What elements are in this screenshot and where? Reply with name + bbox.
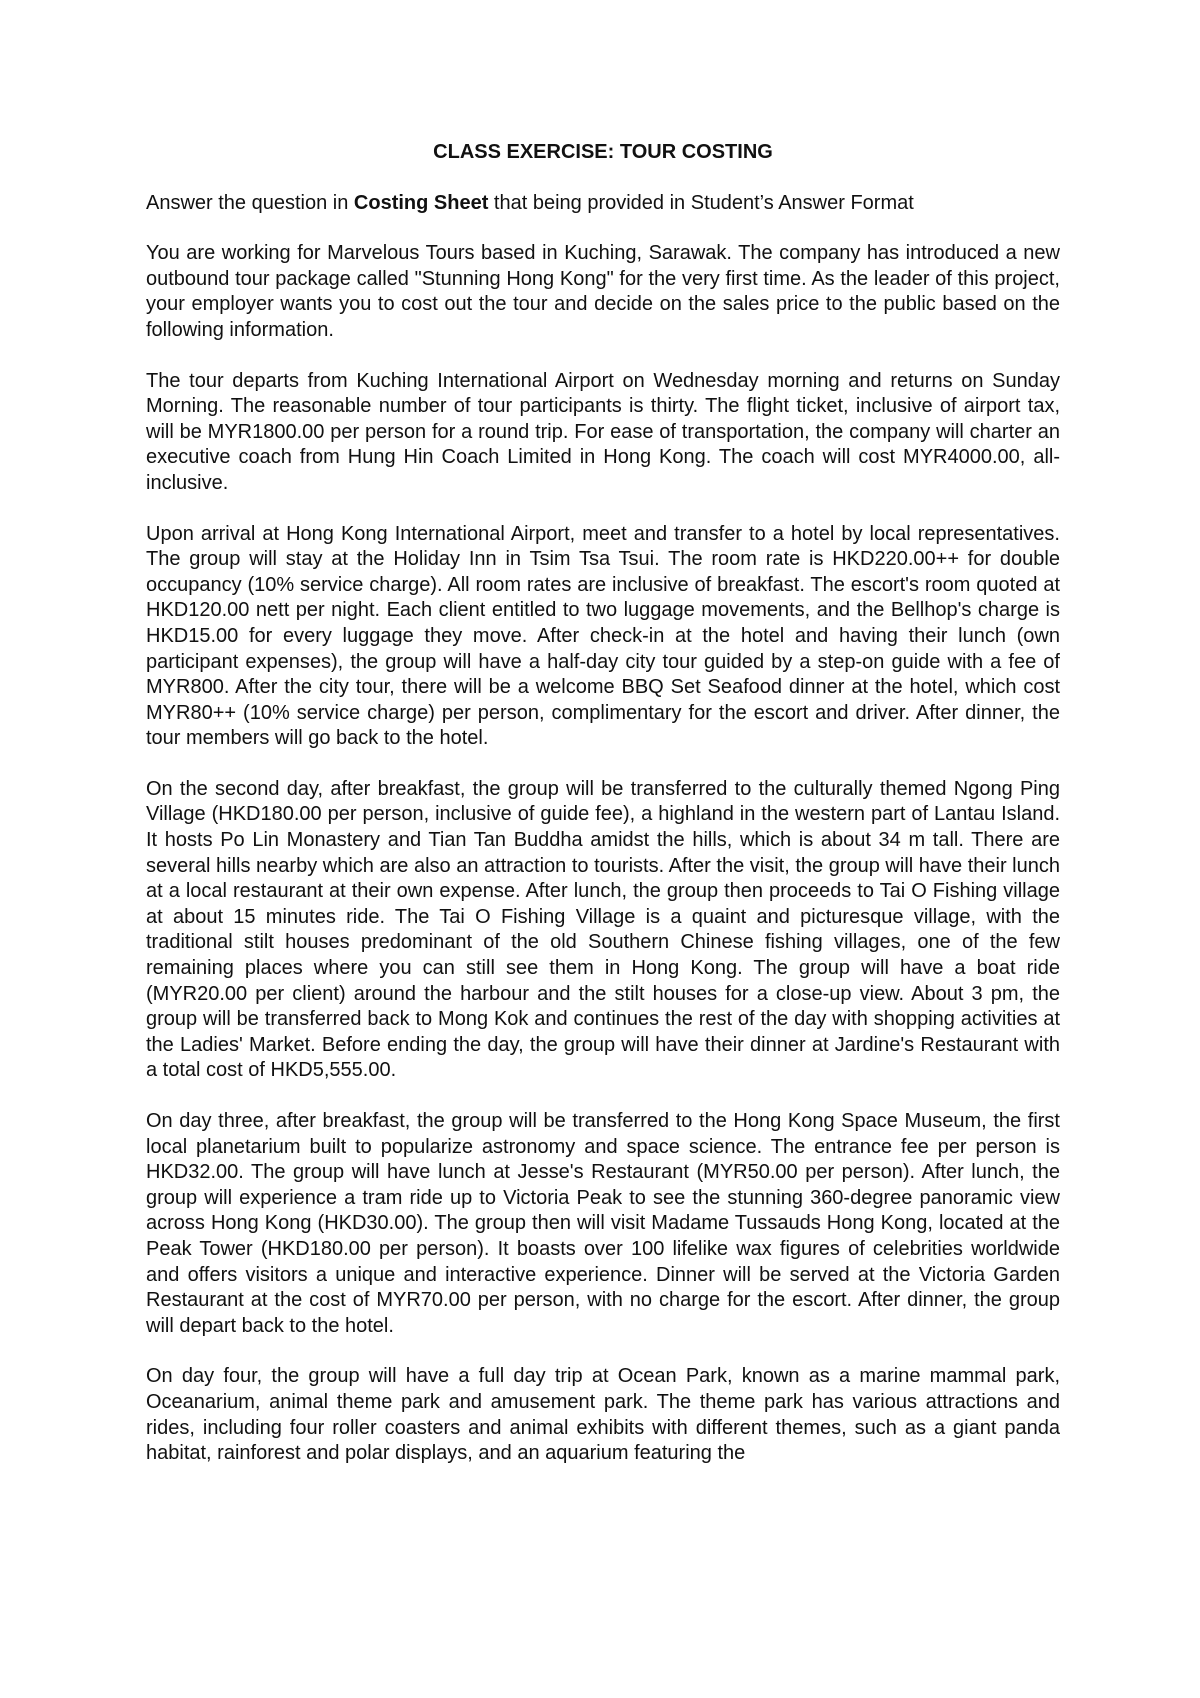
paragraph-day-three: On day three, after breakfast, the group will be transferred to the Hong Kong Space Museum, the first local planetarium built to popularize astronomy and space science. The entrance fee per person is HKD32.00. The group will have lunch at Jesse's Restaurant (MYR50.00 per person). After lunch, the group will experience a tram ride up to Victoria Peak to see the stunning 360-degree panoramic view across Hong Kong (HKD30.00). The group then will visit Madame Tussauds Hong Kong, located at the Peak Tower (HKD180.00 per person). It boasts over 100 lifelike wax figures of celebrities worldwide and offers visitors a unique and interactive experience. Dinner will be served at the Victoria Garden Restaurant at the cost of MYR70.00 per person, with no charge for the escort. After dinner, the group will depart back to the hotel. [146, 1110, 1060, 1337]
paragraph-day-four: On day four, the group will have a full day trip at Ocean Park, known as a marine mammal park, Oceanarium, animal theme park and amusement park. The theme park has various attractions and rides, including four roller coasters and animal exhibits with different themes, such as a giant panda habitat, rainforest and polar displays, and an aquarium featuring the [146, 1365, 1060, 1465]
intro-bold-term: Costing Sheet [353, 191, 489, 214]
intro-text-before: Answer the question in [146, 191, 354, 214]
document-page [146, 140, 1060, 1467]
document-title: CLASS EXERCISE: TOUR COSTING [433, 141, 773, 163]
paragraph-departure-flight: The tour departs from Kuching International Airport on Wednesday morning and returns on Sunday Morning. The reasonable number of tour participants is thirty. The flight ticket, inclusive of airport tax, will be MYR1800.00 per person for a round trip. For ease of transportation, the company will charter an executive coach from Hung Hin Coach Limited in Hong Kong. The coach will cost MYR4000.00, all-inclusive. [146, 369, 1060, 494]
paragraph-day-two: On the second day, after breakfast, the group will be transferred to the culturally themed Ngong Ping Village (HKD180.00 per person, inclusive of guide fee), a highland in the western part of Lantau Island. It hosts Po Lin Monastery and Tian Tan Buddha amidst the hills, which is about 34 m tall. There are several hills nearby which are also an attraction to tourists. After the visit, the group will have their lunch at a local restaurant at their own expense. After lunch, the group then proceeds to Tai O Fishing village at about 15 minutes ride. The Tai O Fishing Village is a quaint and picturesque village, with the traditional stilt houses predominant of the old Southern Chinese fishing villages, one of the few remaining places where you can still see them in Hong Kong. The group will have a boat ride (MYR20.00 per client) around the harbour and the stilt houses for a close-up view. About 3 pm, the group will be transferred back to Mong Kok and continues the rest of the day with shopping activities at the Ladies' Market. Before ending the day, the group will have their dinner at Jardine's Restaurant with a total cost of HKD5,555.00. [146, 777, 1060, 1082]
intro-line [146, 191, 1060, 217]
paragraph-day-one: Upon arrival at Hong Kong International Airport, meet and transfer to a hotel by local representatives. The group will stay at the Holiday Inn in Tsim Tsa Tsui. The room rate is HKD220.00++ for double occupancy (10% service charge). All room rates are inclusive of breakfast. The escort's room quoted at HKD120.00 nett per night. Each client entitled to two luggage movements, and the Bellhop's charge is HKD15.00 for every luggage they move. After check-in at the hotel and having their lunch (own participant expenses), the group will have a half-day city tour guided by a step-on guide with a fee of MYR800. After the city tour, there will be a welcome BBQ Set Seafood dinner at the hotel, which cost MYR80++ (10% service charge) per person, complimentary for the escort and driver. After dinner, the tour members will go back to the hotel. [146, 522, 1060, 750]
intro-text-after: that being provided in Student’s Answer Format [488, 191, 914, 214]
paragraph-company-intro: You are working for Marvelous Tours based in Kuching, Sarawak. The company has introduced a new outbound tour package called "Stunning Hong Kong" for the very first time. As the leader of this project, your employer wants you to cost out the tour and decide on the sales price to the public based on the following information. [146, 242, 1060, 341]
